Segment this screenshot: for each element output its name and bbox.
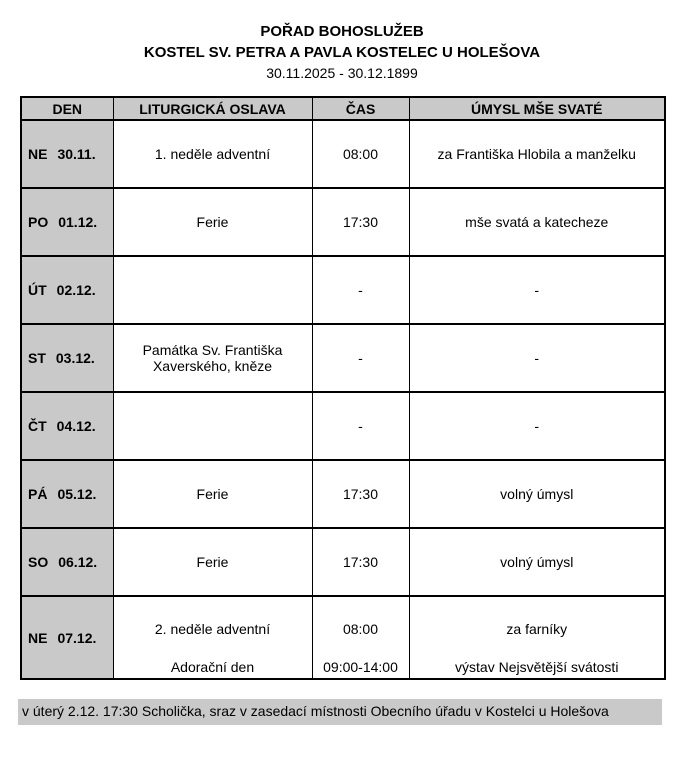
time-cell: 17:30 — [312, 460, 409, 528]
column-header-cas: ČAS — [312, 97, 409, 120]
celebration-cell-line1: 2. neděle adventní — [154, 621, 271, 637]
intention-cell: za Františka Hlobila a manželku — [409, 120, 665, 188]
table-row — [21, 460, 665, 528]
time-cell: 08:00 — [312, 120, 409, 188]
intention-cell: - — [409, 392, 665, 460]
header-row — [21, 97, 665, 120]
day-cell — [21, 324, 113, 392]
celebration-cell: Památka Sv. Františka Xaverského, kněze — [113, 324, 312, 392]
table-row — [21, 120, 665, 188]
day-cell — [21, 188, 113, 256]
column-header-liturgicka-oslava: LITURGICKÁ OSLAVA — [113, 97, 312, 120]
celebration-cell — [113, 596, 312, 679]
intention-cell: - — [409, 256, 665, 324]
day-abbrev: ČT — [28, 418, 47, 434]
date-range: 30.11.2025 - 30.12.1899 — [266, 65, 418, 81]
table-header — [21, 97, 665, 120]
time-cell: 17:30 — [312, 528, 409, 596]
day-abbrev: NE — [28, 629, 48, 646]
time-cell — [312, 596, 409, 679]
day-abbrev: ÚT — [28, 282, 47, 298]
day-abbrev: ST — [28, 350, 46, 366]
intention-cell-line2: výstav Nejsvětější svátosti — [455, 659, 619, 675]
document-subtitle: KOSTEL SV. PETRA A PAVLA KOSTELEC U HOLEŠOVA — [143, 44, 541, 61]
day-abbrev: SO — [28, 554, 49, 570]
time-cell: - — [312, 256, 409, 324]
intention-cell: mše svatá a katecheze — [409, 188, 665, 256]
day-date: 04.12. — [56, 418, 96, 434]
schedule-body — [21, 120, 665, 679]
celebration-cell: Ferie — [113, 460, 312, 528]
day-date: 07.12. — [57, 629, 97, 646]
intention-cell: - — [409, 324, 665, 392]
day-abbrev: PÁ — [28, 486, 48, 502]
footer-note-bar — [18, 699, 662, 725]
column-header-den: DEN — [21, 97, 113, 120]
day-cell — [21, 460, 113, 528]
intention-cell-line1: za farníky — [506, 621, 568, 637]
column-header-umysl: ÚMYSL MŠE SVATÉ — [409, 97, 665, 120]
day-date: 05.12. — [57, 486, 97, 502]
time-cell: - — [312, 392, 409, 460]
day-abbrev: NE — [28, 146, 48, 162]
table-row — [21, 188, 665, 256]
time-cell-line1: 08:00 — [342, 621, 379, 637]
intention-cell: volný úmysl — [409, 528, 665, 596]
day-date: 30.11. — [57, 146, 96, 162]
table-row — [21, 596, 665, 679]
day-date: 01.12. — [58, 214, 98, 230]
day-cell — [21, 120, 113, 188]
intention-cell — [409, 596, 665, 679]
time-cell-line2: 09:00-14:00 — [323, 659, 398, 675]
table-row — [21, 324, 665, 392]
document-title: POŘAD BOHOSLUŽEB — [260, 23, 424, 40]
day-date: 02.12. — [56, 282, 96, 298]
celebration-cell: Ferie — [113, 528, 312, 596]
table-row — [21, 528, 665, 596]
day-cell — [21, 528, 113, 596]
celebration-cell: Ferie — [113, 188, 312, 256]
intention-cell: volný úmysl — [409, 460, 665, 528]
day-cell — [21, 596, 113, 679]
table-row — [21, 392, 665, 460]
day-cell — [21, 256, 113, 324]
celebration-cell — [113, 256, 312, 324]
celebration-cell: 1. neděle adventní — [113, 120, 312, 188]
time-cell: 17:30 — [312, 188, 409, 256]
document-header — [20, 22, 664, 83]
day-date: 03.12. — [55, 350, 95, 366]
day-cell — [21, 392, 113, 460]
celebration-cell — [113, 392, 312, 460]
day-date: 06.12. — [58, 554, 98, 570]
footer-note: v úterý 2.12. 17:30 Scholička, sraz v zasedací místnosti Obecního úřadu v Kostelci u Holešova — [22, 703, 609, 719]
day-abbrev: PO — [28, 214, 49, 230]
celebration-cell-line2: Adorační den — [170, 659, 255, 675]
table-row — [21, 256, 665, 324]
schedule-table — [20, 96, 666, 680]
time-cell: - — [312, 324, 409, 392]
